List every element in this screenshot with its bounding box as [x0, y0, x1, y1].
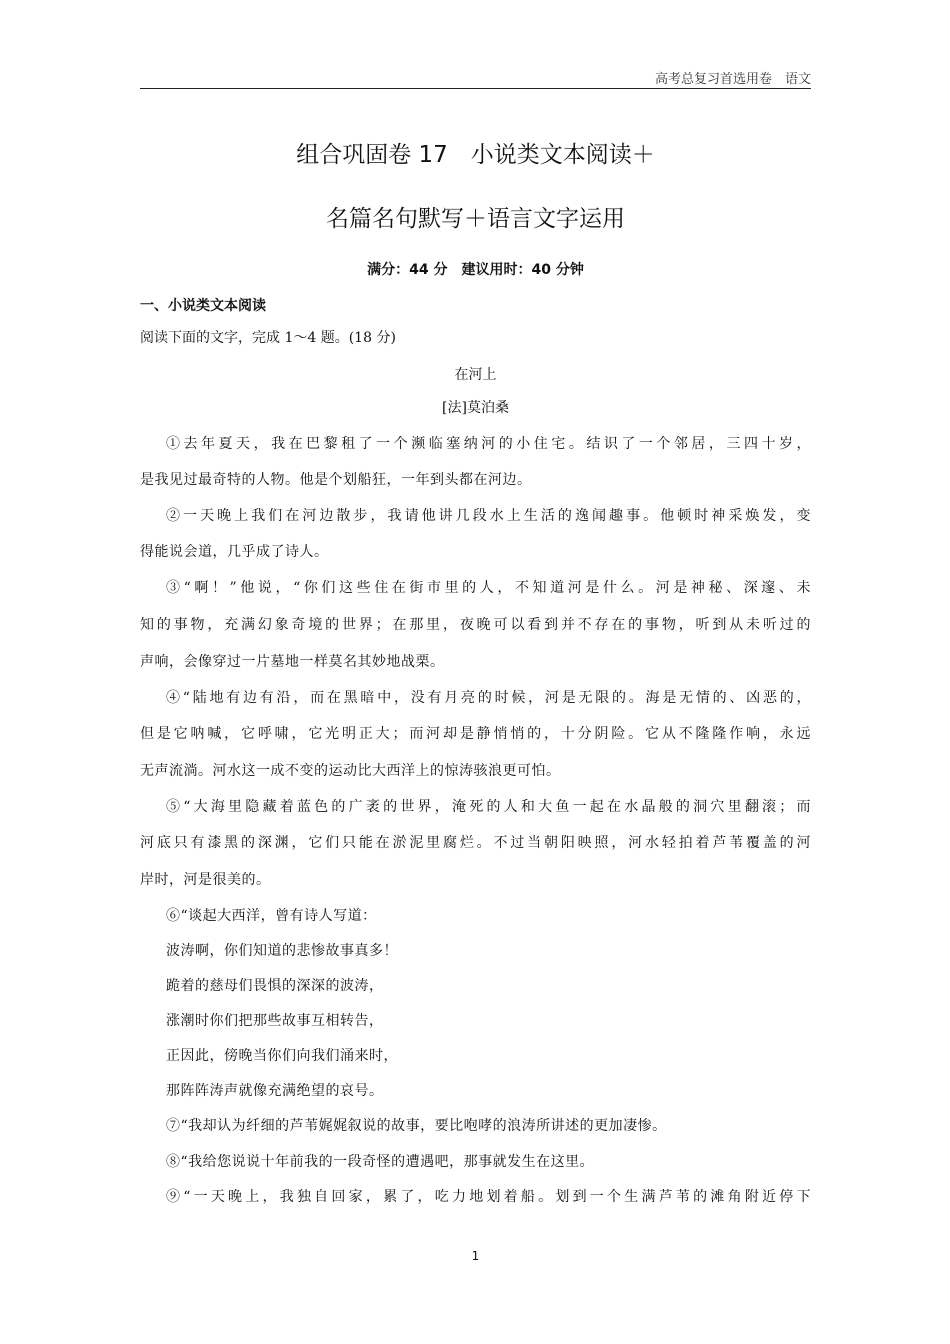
text-line: 河底只有漆黑的深渊，它们只能在淤泥里腐烂。不过当朝阳映照，河水轻拍着芦苇覆盖的河 [140, 835, 811, 851]
page-number: 1 [471, 1249, 480, 1263]
text-line: 无声流淌。河水这一成不变的运动比大西洋上的惊涛骇浪更可怕。 [140, 763, 561, 779]
instruction: 阅读下面的文字，完成 1～4 题。(18 分) [140, 330, 396, 346]
text-line: 知的事物，充满幻象奇境的世界；在那里，夜晚可以看到并不存在的事物，听到从未听过的 [140, 617, 811, 633]
text-line: ③“啊！”他说，“你们这些住在街市里的人，不知道河是什么。河是神秘、深邃、未 [166, 580, 811, 596]
text-line: ⑧“我给您说说十年前我的一段奇怪的遭遇吧，那事就发生在这里。 [166, 1154, 595, 1170]
title-line-2: 名篇名句默写＋语言文字运用 [326, 206, 625, 232]
section-heading: 一、小说类文本阅读 [140, 298, 266, 314]
text-line: 岸时，河是很美的。 [140, 872, 271, 888]
poem-line: 涨潮时你们把那些故事互相转告， [166, 1013, 384, 1029]
page-header [140, 66, 811, 89]
text-line: ⑥“谈起大西洋，曾有诗人写道： [166, 908, 377, 924]
header-text: 高考总复习首选用卷 语文 [654, 72, 811, 87]
text-line: 声响，会像穿过一片墓地一样莫名其妙地战栗。 [140, 654, 445, 670]
text-line: 是我见过最奇特的人物。他是个划船狂，一年到头都在河边。 [140, 472, 532, 488]
story-author: [法]莫泊桑 [442, 400, 509, 416]
poem-line: 波涛啊，你们知道的悲惨故事真多！ [166, 943, 398, 959]
poem-line: 正因此，傍晚当你们向我们涌来时， [166, 1048, 398, 1064]
text-line: ⑦“我却认为纤细的芦苇娓娓叙说的故事，要比咆哮的浪涛所讲述的更加凄惨。 [166, 1118, 667, 1134]
text-line: ①去年夏天，我在巴黎租了一个濒临塞纳河的小住宅。结识了一个邻居，三四十岁， [166, 436, 811, 452]
title-line-1: 组合巩固卷 17 小说类文本阅读＋ [296, 142, 655, 168]
text-line: 得能说会道，几乎成了诗人。 [140, 544, 329, 560]
text-line: ⑨“一天晚上，我独自回家，累了，吃力地划着船。划到一个生满芦苇的滩角附近停下 [166, 1189, 811, 1205]
story-title: 在河上 [454, 367, 497, 383]
exam-meta: 满分：44 分 建议用时：40 分钟 [367, 262, 584, 278]
text-line: 但是它呐喊，它呼啸，它光明正大；而河却是静悄悄的，十分阴险。它从不隆隆作响，永远 [140, 726, 811, 742]
text-line: ⑤“大海里隐藏着蓝色的广袤的世界，淹死的人和大鱼一起在水晶般的洞穴里翻滚；而 [166, 799, 811, 815]
poem-line: 那阵阵涛声就像充满绝望的哀号。 [166, 1083, 384, 1099]
text-line: ②一天晚上我们在河边散步，我请他讲几段水上生活的逸闻趣事。他顿时神采焕发，变 [166, 508, 811, 524]
text-line: ④“陆地有边有沿，而在黑暗中，没有月亮的时候，河是无限的。海是无情的、凶恶的， [166, 690, 811, 706]
poem-line: 跪着的慈母们畏惧的深深的波涛， [166, 978, 384, 994]
